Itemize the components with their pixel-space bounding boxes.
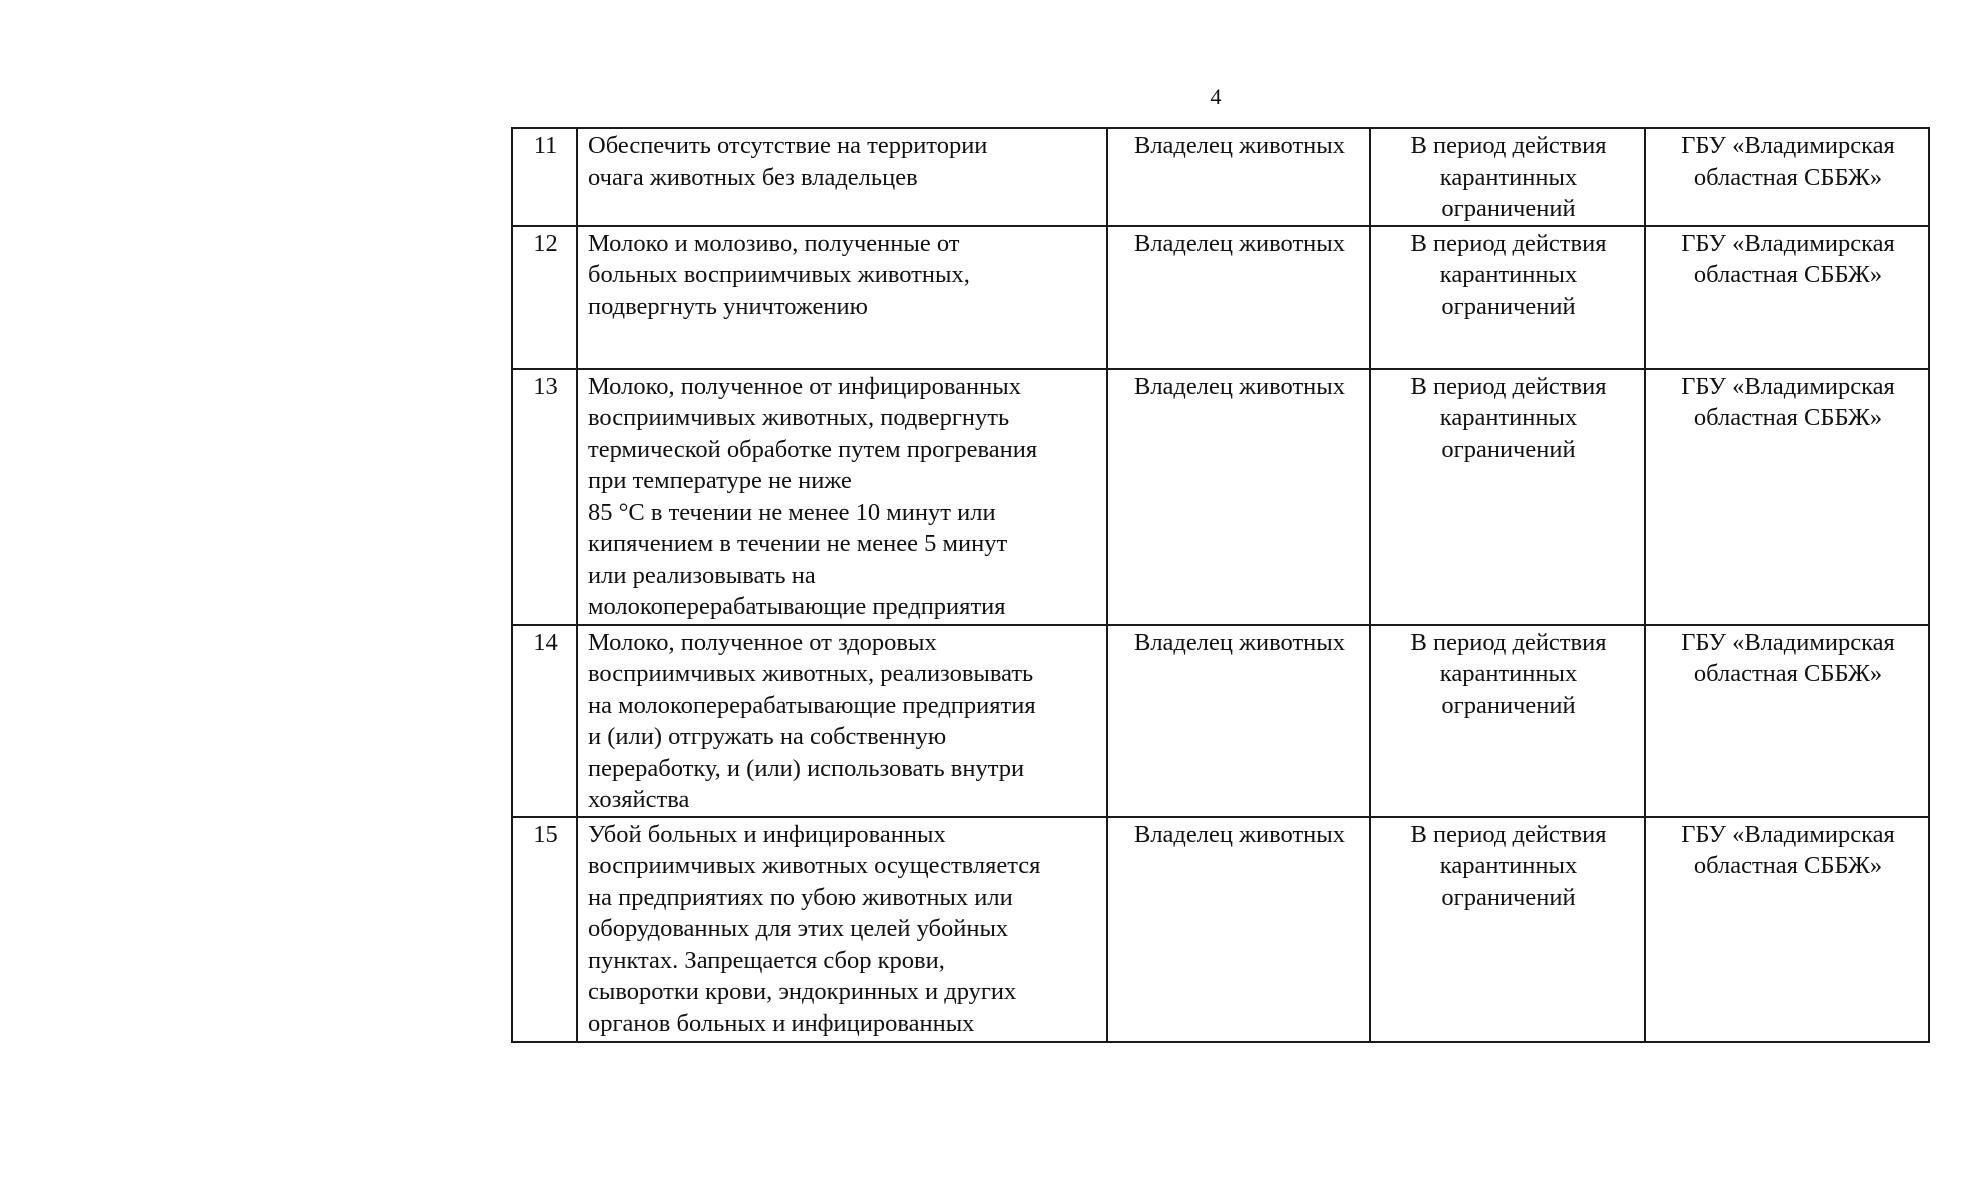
table-row bbox=[512, 369, 1929, 625]
table-row bbox=[512, 226, 1929, 369]
table-row bbox=[512, 128, 1929, 226]
row-number: 14 bbox=[512, 625, 577, 817]
page-number: 4 bbox=[1210, 84, 1222, 109]
responsible-party: Владелец животных bbox=[1107, 226, 1370, 369]
measure-text: Молоко, полученное от здоровых восприимчивых животных, реализовывать на молокоперерабатывающие предприятия и (или) отгружать на собственную переработку, и (или) использовать внутри хозяйства bbox=[577, 625, 1107, 817]
responsible-party: Владелец животных bbox=[1107, 817, 1370, 1042]
execution-term: В период действия карантинных ограничений bbox=[1370, 817, 1645, 1042]
responsible-party: Владелец животных bbox=[1107, 128, 1370, 226]
measure-text: Убой больных и инфицированных восприимчивых животных осуществляется на предприятиях по убою животных или оборудованных для этих целей убойных пунктах. Запрещается сбор крови, сыворотки крови, эндокринных и других органов больных и инфицированных bbox=[577, 817, 1107, 1042]
measures-table bbox=[511, 127, 1930, 1043]
execution-term: В период действия карантинных ограничений bbox=[1370, 369, 1645, 625]
execution-term: В период действия карантинных ограничений bbox=[1370, 128, 1645, 226]
responsible-party: Владелец животных bbox=[1107, 625, 1370, 817]
row-number: 11 bbox=[512, 128, 577, 226]
executor: ГБУ «Владимирская областная СББЖ» bbox=[1645, 625, 1929, 817]
measure-text: Обеспечить отсутствие на территории очага животных без владельцев bbox=[577, 128, 1107, 226]
row-number: 12 bbox=[512, 226, 577, 369]
executor: ГБУ «Владимирская областная СББЖ» bbox=[1645, 128, 1929, 226]
responsible-party: Владелец животных bbox=[1107, 369, 1370, 625]
executor: ГБУ «Владимирская областная СББЖ» bbox=[1645, 226, 1929, 369]
executor: ГБУ «Владимирская областная СББЖ» bbox=[1645, 369, 1929, 625]
row-number: 13 bbox=[512, 369, 577, 625]
execution-term: В период действия карантинных ограничений bbox=[1370, 625, 1645, 817]
measure-text: Молоко, полученное от инфицированных восприимчивых животных, подвергнуть термической обработке путем прогревания при температуре не ниже 85 °С в течении не менее 10 минут или кипячением в течении не менее 5 минут или реализовывать на молокоперерабатывающие предприятия bbox=[577, 369, 1107, 625]
execution-term: В период действия карантинных ограничений bbox=[1370, 226, 1645, 369]
measure-text: Молоко и молозиво, полученные от больных восприимчивых животных, подвергнуть уничтожению bbox=[577, 226, 1107, 369]
table-row bbox=[512, 625, 1929, 817]
row-number: 15 bbox=[512, 817, 577, 1042]
executor: ГБУ «Владимирская областная СББЖ» bbox=[1645, 817, 1929, 1042]
table-row bbox=[512, 817, 1929, 1042]
